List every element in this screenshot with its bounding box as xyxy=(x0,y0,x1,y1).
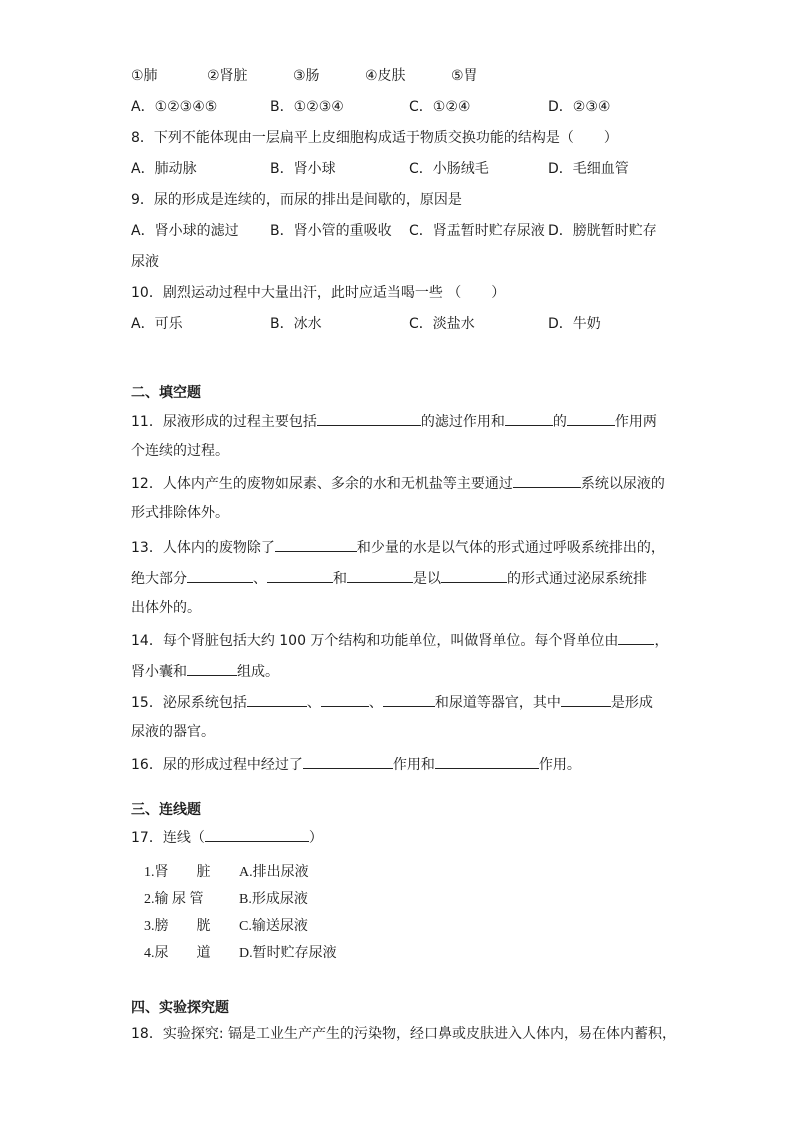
fill-blank[interactable] xyxy=(275,536,357,552)
option-c[interactable]: C．小肠绒毛 xyxy=(409,161,489,177)
q7-options xyxy=(131,97,651,117)
fill-blank[interactable] xyxy=(383,691,435,707)
section-heading: 二、填空题 xyxy=(131,385,201,401)
option-a[interactable]: A．肾小球的滤过 xyxy=(131,223,239,239)
function-label[interactable]: C.输送尿液 xyxy=(239,919,308,934)
q8-stem xyxy=(131,128,618,148)
option-c[interactable]: C．①②④ xyxy=(409,99,471,115)
q14-text: 肾小囊和 xyxy=(131,664,187,680)
q14-text: 14．每个肾脏包括大约 100 万个结构和功能单位，叫做肾单位。每个肾单位由 xyxy=(131,633,619,649)
q10-options xyxy=(131,314,651,334)
q13-text: 13．人体内的废物除了 xyxy=(131,540,275,556)
q13-text: 和少量的水是以气体的形式通过呼吸系统排出的， xyxy=(356,540,665,556)
q9-option-wrap: 尿液 xyxy=(131,254,159,270)
fill-blank[interactable] xyxy=(567,410,615,426)
section-heading: 三、连线题 xyxy=(131,802,201,818)
q13-text: 的形式通过泌尿系统排 xyxy=(507,571,647,587)
fill-blank[interactable] xyxy=(317,410,421,426)
fill-blank[interactable] xyxy=(267,567,333,583)
q17-stem xyxy=(131,826,323,848)
q9-options xyxy=(131,221,657,241)
q8-stem-end: ） xyxy=(603,130,618,146)
q13-text: 和 xyxy=(333,571,347,587)
q13-text: 绝大部分 xyxy=(131,571,187,587)
fill-blank[interactable] xyxy=(347,567,413,583)
fill-blank[interactable] xyxy=(561,691,611,707)
organ-label[interactable]: 3.膀 胱 xyxy=(144,919,211,934)
q8-options xyxy=(131,159,651,179)
q11-line2: 个连续的过程。 xyxy=(131,443,229,459)
fill-blank[interactable] xyxy=(187,660,237,676)
fill-blank[interactable] xyxy=(513,472,581,488)
q18-stem: 18．实验探究: 镉是工业生产产生的污染物，经口鼻或皮肤进入人体内，易在体内蓄积， xyxy=(131,1026,676,1042)
organ-label[interactable]: 2.输 尿 管 xyxy=(144,892,204,907)
q7-item: ④皮肤 xyxy=(365,68,406,84)
function-label[interactable]: B.形成尿液 xyxy=(239,892,308,907)
function-label[interactable]: D.暂时贮存尿液 xyxy=(239,946,337,961)
fill-blank[interactable] xyxy=(618,629,654,645)
fill-blank[interactable] xyxy=(187,567,253,583)
matching-table xyxy=(144,863,404,973)
organ-label[interactable]: 1.肾 脏 xyxy=(144,865,211,880)
fill-blank[interactable] xyxy=(247,691,307,707)
q11-text: 作用两 xyxy=(614,414,657,430)
option-a[interactable]: A．肺动脉 xyxy=(131,161,197,177)
option-b[interactable]: B．肾小球 xyxy=(270,161,336,177)
q11-line1 xyxy=(131,410,657,432)
q14-text: 组成。 xyxy=(237,664,279,680)
q7-item: ②肾脏 xyxy=(207,68,248,84)
option-b[interactable]: B．①②③④ xyxy=(270,99,344,115)
option-a[interactable]: A．①②③④⑤ xyxy=(131,99,218,115)
q15-text: 和尿道等器官，其中 xyxy=(434,695,561,711)
q10-stem xyxy=(131,283,505,303)
option-c[interactable]: C．肾盂暂时贮存尿液 xyxy=(409,223,545,239)
fill-blank[interactable] xyxy=(303,753,393,769)
q8-stem-text: 8．下列不能体现由一层扁平上皮细胞构成适于物质交换功能的结构是（ xyxy=(131,130,574,146)
q17-stem-text: 17．连线（ xyxy=(131,830,205,846)
q15-line1 xyxy=(131,691,653,713)
q13-line1 xyxy=(131,536,665,558)
q16-text: 作用和 xyxy=(392,757,435,773)
fill-blank[interactable] xyxy=(205,826,309,842)
option-d[interactable]: D．膀胱暂时贮存 xyxy=(548,223,657,239)
q10-stem-end: ） xyxy=(491,285,506,301)
function-label[interactable]: A.排出尿液 xyxy=(239,865,309,880)
q15-line2: 尿液的器官。 xyxy=(131,724,215,740)
option-d[interactable]: D．②③④ xyxy=(548,99,611,115)
q14-text: ， xyxy=(654,633,669,649)
q17-stem-end: ） xyxy=(308,830,323,846)
q7-item: ①肺 xyxy=(131,68,158,84)
option-d[interactable]: D．牛奶 xyxy=(548,316,601,332)
q16-line1 xyxy=(131,753,581,775)
q12-line2: 形式排除体外。 xyxy=(131,505,229,521)
q12-text: 系统以尿液的 xyxy=(580,476,665,492)
q13-text: 、 xyxy=(253,571,267,587)
fill-blank[interactable] xyxy=(435,753,539,769)
q16-text: 16．尿的形成过程中经过了 xyxy=(131,757,303,773)
q9-stem: 9．尿的形成是连续的，而尿的排出是间歇的，原因是 xyxy=(131,192,462,208)
q11-text: 的滤过作用和 xyxy=(420,414,505,430)
option-b[interactable]: B．肾小管的重吸收 xyxy=(270,223,392,239)
q13-line3: 出体外的。 xyxy=(131,600,201,616)
q7-items-row xyxy=(131,66,651,86)
q7-item: ③肠 xyxy=(293,68,320,84)
q15-text: 15．泌尿系统包括 xyxy=(131,695,247,711)
q15-text: 、 xyxy=(368,695,383,711)
q11-text: 的 xyxy=(552,414,567,430)
q10-stem-text: 10．剧烈运动过程中大量出汗，此时应适当喝一些 （ xyxy=(131,285,462,301)
q13-text: 是以 xyxy=(413,571,441,587)
q15-text: 是形成 xyxy=(610,695,653,711)
q12-line1 xyxy=(131,472,665,494)
section-heading: 四、实验探究题 xyxy=(131,1000,229,1016)
q12-text: 12．人体内产生的废物如尿素、多余的水和无机盐等主要通过 xyxy=(131,476,513,492)
fill-blank[interactable] xyxy=(505,410,553,426)
q11-text: 11．尿液形成的过程主要包括 xyxy=(131,414,317,430)
q13-line2 xyxy=(131,567,647,589)
q16-text: 作用。 xyxy=(538,757,581,773)
q14-line2 xyxy=(131,660,279,682)
fill-blank[interactable] xyxy=(321,691,369,707)
fill-blank[interactable] xyxy=(441,567,507,583)
organ-label[interactable]: 4.尿 道 xyxy=(144,946,211,961)
option-b[interactable]: B．冰水 xyxy=(270,316,322,332)
option-a[interactable]: A．可乐 xyxy=(131,316,183,332)
option-c[interactable]: C．淡盐水 xyxy=(409,316,475,332)
q14-line1 xyxy=(131,629,668,651)
option-d[interactable]: D．毛细血管 xyxy=(548,161,629,177)
q7-item: ⑤胃 xyxy=(451,68,478,84)
q15-text: 、 xyxy=(306,695,321,711)
